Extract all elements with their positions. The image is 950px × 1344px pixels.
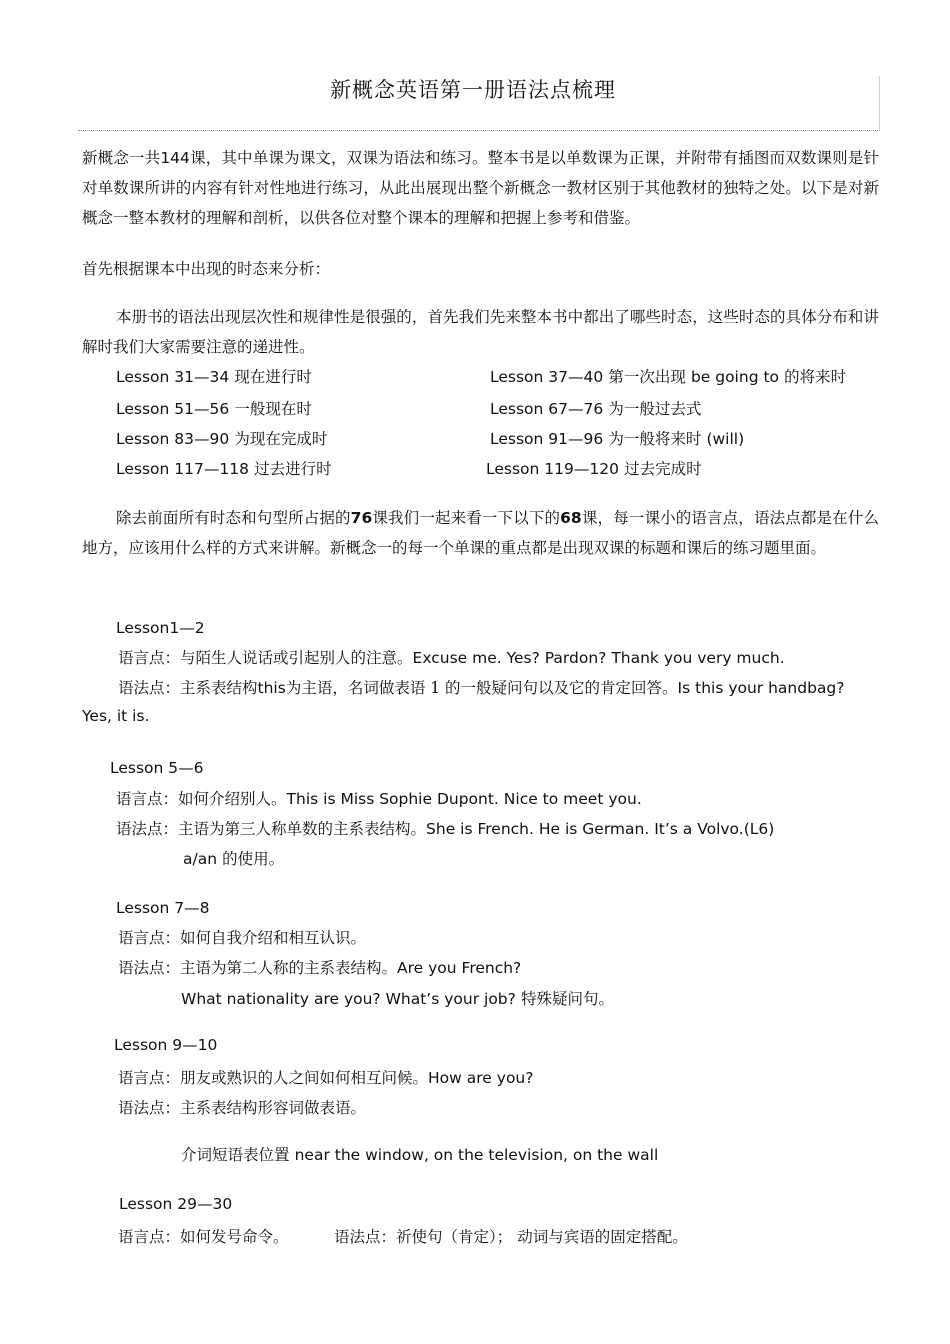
grammar-extra	[183, 844, 284, 874]
title-divider	[78, 130, 880, 131]
tense-desc: 为现在完成时	[234, 430, 328, 448]
grammar-extra-cn: 的使用。	[222, 850, 285, 868]
grammar-en-2: Is this your handbag?	[677, 679, 845, 697]
tense-desc-en: be going to	[690, 368, 780, 386]
grammar-cn-2: 为主语，名词做表语 1 的一般疑问句以及它的肯定回答。	[285, 679, 678, 697]
language-point	[118, 923, 366, 953]
grammar-en-3: Yes, it is.	[82, 707, 150, 725]
remaining-paragraph	[82, 503, 879, 563]
language-point	[118, 643, 785, 673]
tense-lesson: Lesson 91—96	[490, 430, 604, 448]
language-cn: 朋友或熟识的人之间如何相互问候。	[180, 1069, 429, 1087]
grammar-cn: 主语为第二人称的主系表结构。	[180, 959, 398, 977]
tense-desc: 为一般将来时	[608, 430, 702, 448]
tense-desc-2: 的将来时	[784, 368, 847, 386]
lesson-title: Lesson 5—6	[110, 759, 204, 777]
language-point	[116, 784, 642, 814]
tense-desc: 现在进行时	[234, 368, 312, 386]
language-label: 语言点：	[118, 1069, 181, 1087]
tense-lesson: Lesson 37—40	[490, 368, 604, 386]
grammar-label: 语法点：	[118, 1099, 181, 1117]
tense-lesson: Lesson 31—34	[116, 368, 230, 386]
grammar-extra-en: What nationality are you? What’s your job?	[181, 990, 516, 1008]
grammar-en: Are you French?	[397, 959, 522, 977]
section-heading: 首先根据课本中出现的时态来分析：	[82, 260, 331, 278]
grammar-extra	[181, 984, 614, 1014]
tense-lesson: Lesson 51—56	[116, 400, 230, 418]
language-point	[118, 1063, 533, 1093]
language-label: 语言点：	[116, 790, 179, 808]
lesson-title: Lesson 9—10	[114, 1036, 218, 1054]
grammar-point	[118, 1093, 366, 1123]
intro-count: 144	[160, 149, 190, 167]
grammar-label: 语法点：	[116, 820, 179, 838]
lesson-title: Lesson 29—30	[119, 1195, 233, 1213]
tense-lesson: Lesson 117—118	[116, 460, 249, 478]
tense-intro-paragraph: 本册书的语法出现层次性和规律性是很强的，首先我们先来整本书中都出了哪些时态，这些时态的具体分布和讲解时我们大家需要注意的递进性。	[82, 308, 879, 356]
tense-desc: 一般现在时	[234, 400, 312, 418]
tense-item	[486, 454, 702, 484]
tense-desc: 为一般过去式	[608, 400, 702, 418]
page-title: 新概念英语第一册语法点梳理	[330, 78, 616, 102]
lesson-title: Lesson1—2	[116, 619, 205, 637]
lesson-title: Lesson 7—8	[116, 899, 210, 917]
grammar-en: She is French. He is German. It’s a Volvo.(L6)	[426, 820, 775, 838]
grammar-point	[116, 814, 774, 844]
grammar-point	[118, 953, 521, 983]
intro-text-a: 新概念一共	[82, 149, 161, 167]
intro-paragraph	[82, 143, 879, 233]
language-label: 语言点：	[118, 1228, 181, 1246]
grammar-extra-cn: 特殊疑问句。	[520, 990, 614, 1008]
tense-lesson: Lesson 67—76	[490, 400, 604, 418]
language-point	[118, 1222, 289, 1252]
language-cn: 如何发号命令。	[180, 1228, 289, 1246]
tense-lesson: Lesson 83—90	[116, 430, 230, 448]
language-label: 语言点：	[118, 929, 181, 947]
grammar-label: 语法点：	[118, 679, 181, 697]
tense-item	[116, 454, 332, 484]
grammar-extra-cn: 介词短语表位置	[181, 1146, 290, 1164]
language-en: This is Miss Sophie Dupont. Nice to meet you.	[286, 790, 642, 808]
language-cn: 如何介绍别人。	[178, 790, 287, 808]
tense-desc-en: (will)	[706, 430, 745, 448]
tense-item	[490, 424, 744, 454]
tense-item	[490, 362, 846, 392]
tense-item	[116, 394, 312, 424]
remaining-count-76: 76	[350, 509, 373, 527]
tense-desc: 过去完成时	[624, 460, 702, 478]
grammar-cn: 主语为第三人称单数的主系表结构。	[178, 820, 427, 838]
language-cn: 如何自我介绍和相互认识。	[180, 929, 367, 947]
grammar-extra-en: a/an	[183, 850, 218, 868]
tense-desc: 第一次出现	[608, 368, 686, 386]
grammar-extra	[181, 1140, 658, 1170]
grammar-cn: 主系表结构形容词做表语。	[180, 1099, 367, 1117]
tense-lesson: Lesson 119—120	[486, 460, 619, 478]
tense-item	[116, 424, 327, 454]
language-en: Excuse me. Yes? Pardon? Thank you very much.	[412, 649, 785, 667]
tense-desc: 过去进行时	[254, 460, 332, 478]
grammar-label: 语法点：	[118, 959, 181, 977]
grammar-extra-en: near the window, on the television, on the wall	[294, 1146, 659, 1164]
remaining-text-c: 课，每一课小的语言点，语法点都是在什么地方，应该用什么样的方式来讲解。新概念一的每一个单课的重点都是出现双课的标题和课后的练习题里面。	[82, 509, 879, 557]
language-label: 语言点：	[118, 649, 181, 667]
grammar-cn: 主系表结构	[180, 679, 258, 697]
grammar-point	[118, 673, 845, 703]
grammar-cn: 祈使句（肯定）； 动词与宾语的固定搭配。	[396, 1228, 688, 1246]
grammar-label: 语法点：	[334, 1228, 397, 1246]
remaining-text-b: 课我们一起来看一下以下的	[372, 509, 561, 527]
remaining-count-68: 68	[560, 509, 582, 527]
grammar-en: this	[257, 679, 286, 697]
grammar-point	[334, 1222, 688, 1252]
language-cn: 与陌生人说话或引起别人的注意。	[180, 649, 413, 667]
tense-item	[116, 362, 312, 392]
title-right-border	[879, 76, 880, 130]
intro-text-b: 课，其中单课为课文，双课为语法和练习。整本书是以单数课为正课，并附带有插图而双数课则是针对单数课所讲的内容有针对性地进行练习，从此出展现出整个新概念一教材区别于其他教材的独特之处。以下是对新概念一整本教材的理解和剖析，以供各位对整个课本的理解和把握上参考和借鉴。	[82, 149, 879, 227]
tense-item	[490, 394, 701, 424]
remaining-text-a: 除去前面所有时态和句型所占据的	[116, 509, 351, 527]
language-en: How are you?	[428, 1069, 534, 1087]
